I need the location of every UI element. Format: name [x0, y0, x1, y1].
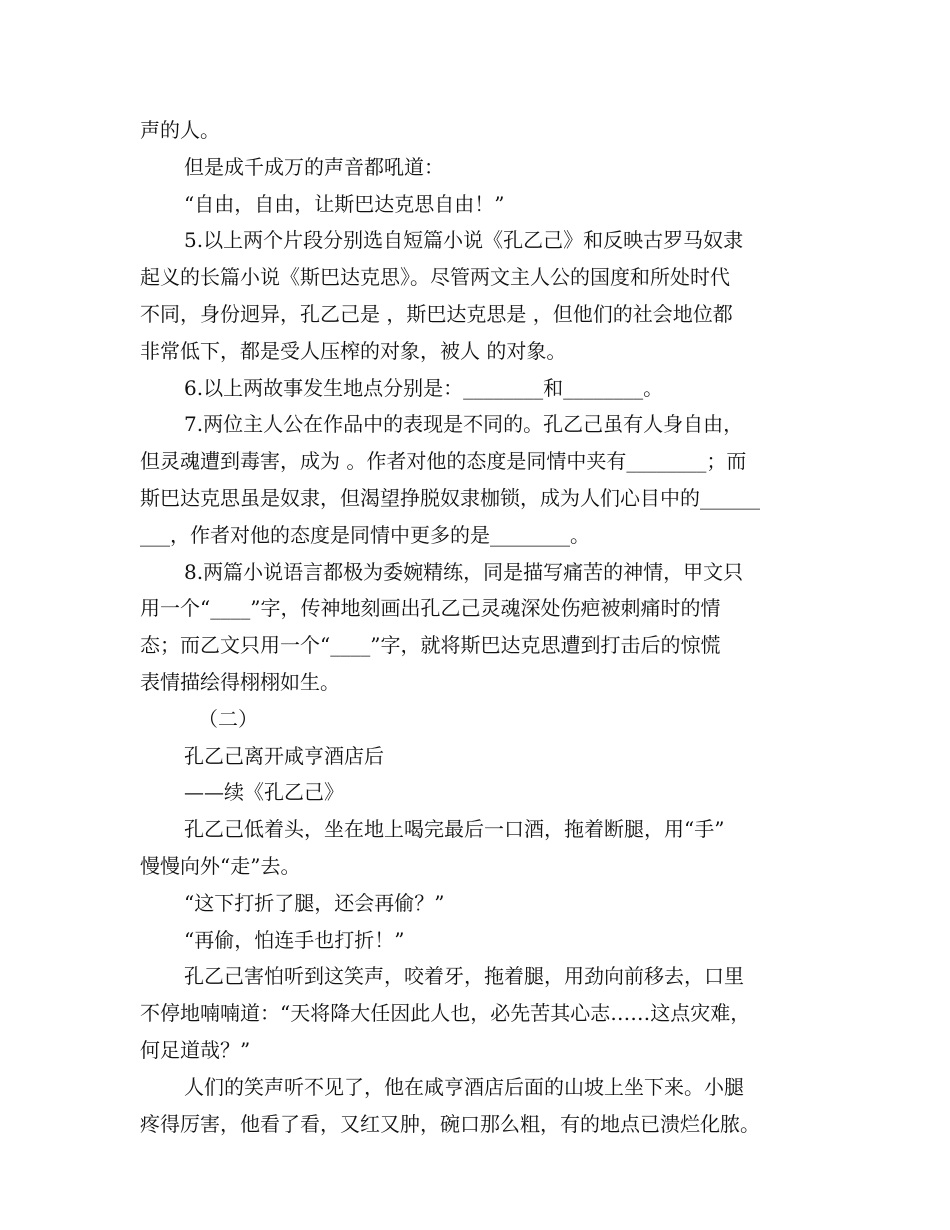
text-line: 但灵魂遭到毒害，成为 。作者对他的态度是同情中夹有________；而 [140, 449, 747, 474]
text-line: 用一个“____”字，传神地刻画出孔乙己灵魂深处伤疤被刺痛时的情 [140, 596, 721, 621]
section-heading: （二） [198, 706, 258, 731]
text-line: 不同，身份迥异，孔乙己是 ，斯巴达克思是 ，但他们的社会地位都 [140, 301, 733, 326]
text-line: 起义的长篇小说《斯巴达克思》。尽管两文主人公的国度和所处时代 [140, 265, 730, 290]
text-line: 但是成千成万的声音都吼道： [184, 154, 444, 179]
text-line: 慢慢向外“走”去。 [140, 853, 301, 878]
text-line: 不停地喃喃道：“天将降大任因此人也，必先苦其心志……这点灾难， [140, 1001, 751, 1026]
question-8: 8.两篇小说语言都极为委婉精练，同是描写痛苦的神情，甲文只 [184, 559, 744, 584]
text-line: 态；而乙文只用一个“____”字，就将斯巴达克思遭到打击后的惊慌 [140, 633, 721, 658]
text-line: 孔乙己低着头，坐在地上喝完最后一口酒，拖着断腿，用“手” [184, 817, 725, 842]
document-page [140, 112, 820, 1142]
text-line: 疼得厉害，他看了看，又红又肿，碗口那么粗，有的地点已溃烂化脓。 [140, 1111, 760, 1136]
text-line: 声的人。 [140, 118, 220, 142]
text-line: “再偷，怕连手也打折！” [184, 927, 405, 952]
text-line: 何足道哉？” [140, 1037, 251, 1062]
story-title: 孔乙己离开咸亨酒店后 [184, 743, 384, 768]
question-7: 7.两位主人公在作品中的表现是不同的。孔乙己虽有人身自由， [184, 412, 744, 437]
text-line: “这下打折了腿，还会再偷？” [184, 890, 445, 915]
question-5: 5.以上两个片段分别选自短篇小说《孔乙己》和反映古罗马奴隶 [184, 228, 744, 253]
text-line: 表情描绘得栩栩如生。 [140, 669, 340, 694]
story-subtitle: ——续《孔乙己》 [184, 780, 344, 805]
question-6: 6.以上两故事发生地点分别是：________和________。 [184, 375, 664, 400]
text-line: ___，作者对他的态度是同情中更多的是________。 [140, 522, 590, 547]
text-line: “自由，自由，让斯巴达克思自由！” [184, 191, 505, 216]
text-line: 非常低下，都是受人压榨的对象，被人 的对象。 [140, 338, 567, 363]
text-line: 人们的笑声听不见了，他在咸亨酒店后面的山坡上坐下来。小腿 [184, 1074, 744, 1099]
text-line: 孔乙己害怕听到这笑声，咬着牙，拖着腿，用劲向前移去，口里 [184, 964, 744, 989]
text-line: 斯巴达克思虽是奴隶，但渴望挣脱奴隶枷锁，成为人们心目中的______ [140, 485, 760, 510]
